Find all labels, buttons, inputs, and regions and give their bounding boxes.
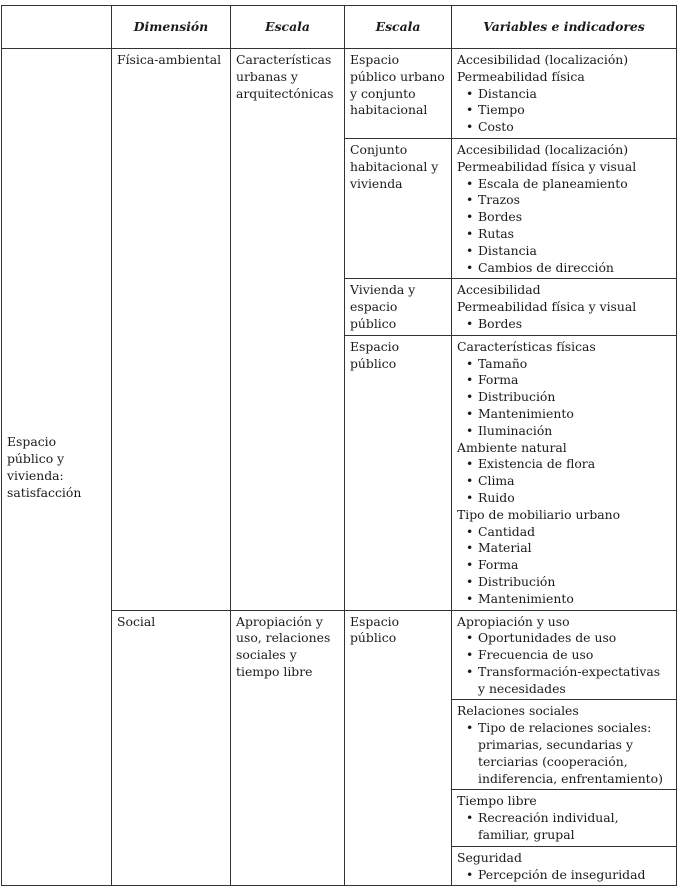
indicator-list (457, 720, 671, 787)
indicator-item: • Distribución (457, 389, 671, 406)
indicator-item: • Oportunidades de uso (457, 630, 671, 647)
dimension-cell: Social (112, 610, 231, 886)
variables-cell (452, 846, 677, 886)
indicator-item: • Transformación-expectativas y necesidades (457, 664, 671, 698)
indicator-item: • Clima (457, 473, 671, 490)
indicator-item: • Mantenimiento (457, 406, 671, 423)
indicator-item: • Escala de planeamiento (457, 176, 671, 193)
variable-title: Ambiente natural (457, 439, 567, 455)
header-scale-2: Escala (345, 6, 452, 49)
variables-cell (452, 49, 677, 139)
variable-title: Accesibilidad (457, 282, 541, 298)
variables-cell (452, 610, 677, 700)
indicator-list (457, 810, 671, 844)
indicator-item: • Existencia de flora (457, 456, 671, 473)
indicator-item: • Distancia (457, 243, 671, 260)
sub-scale-cell: Conjunto habitacional y vivienda (345, 138, 452, 278)
variables-cell (452, 279, 677, 335)
variable-title: Accesibilidad (localización) (457, 141, 629, 157)
scale-cell: Apropiación y uso, relaciones sociales y tiempo libre (231, 610, 345, 886)
indicator-item: • Costo (457, 119, 671, 136)
variable-title: Permeabilidad física (457, 68, 585, 84)
variable-title: Seguridad (457, 849, 522, 865)
indicator-list (457, 316, 671, 333)
indicator-list (457, 867, 671, 884)
variable-title: Tipo de mobiliario urbano (457, 506, 621, 522)
sub-scale-cell: Espacio público urbano y conjunto habitacional (345, 49, 452, 139)
variable-title: Tiempo libre (457, 793, 537, 809)
indicator-item: • Rutas (457, 226, 671, 243)
indicator-item: • Iluminación (457, 423, 671, 440)
variables-cell (452, 790, 677, 846)
variables-cell (452, 335, 677, 610)
variables-table (1, 5, 677, 886)
indicator-item: • Cambios de dirección (457, 260, 671, 277)
indicator-item: • Trazos (457, 192, 671, 209)
indicator-item: • Forma (457, 557, 671, 574)
header-variables: Variables e indicadores (452, 6, 677, 49)
variable-title: Permeabilidad física y visual (457, 299, 637, 315)
row-label: Espacio público y vivienda: satisfacción (2, 49, 112, 886)
indicator-item: • Distancia (457, 86, 671, 103)
header-dimension: Dimensión (112, 6, 231, 49)
header-row (2, 6, 677, 49)
indicator-list (457, 176, 671, 277)
indicator-item: • Frecuencia de uso (457, 647, 671, 664)
dimension-cell: Física-ambiental (112, 49, 231, 611)
indicator-item: • Percepción de inseguridad (457, 867, 671, 884)
variable-title: Accesibilidad (localización) (457, 52, 629, 67)
indicator-list (457, 356, 671, 440)
table-body (2, 49, 677, 886)
sub-scale-cell: Espacio público (345, 610, 452, 886)
indicator-item: • Tipo de relaciones sociales: primarias, secundarias y terciarias (cooperación, indiferencia, enfrentamiento) (457, 720, 671, 787)
indicator-list (457, 456, 671, 506)
indicator-list (457, 630, 671, 697)
indicator-item: • Bordes (457, 209, 671, 226)
indicator-list (457, 86, 671, 136)
variable-title: Relaciones sociales (457, 703, 579, 719)
variable-title: Permeabilidad física y visual (457, 158, 637, 174)
sub-scale-cell: Vivienda y espacio público (345, 279, 452, 335)
indicator-item: • Ruido (457, 490, 671, 507)
indicator-item: • Bordes (457, 316, 671, 333)
indicator-list (457, 524, 671, 608)
indicator-item: • Mantenimiento (457, 591, 671, 608)
variable-title: Apropiación y uso (457, 613, 570, 629)
indicator-item: • Distribución (457, 574, 671, 591)
scale-cell: Características urbanas y arquitectónicas (231, 49, 345, 611)
sub-scale-cell: Espacio público (345, 335, 452, 610)
indicator-item: • Forma (457, 372, 671, 389)
indicator-item: • Cantidad (457, 524, 671, 541)
variable-title: Características físicas (457, 338, 596, 354)
indicator-item: • Material (457, 540, 671, 557)
variables-cell (452, 700, 677, 790)
table-row (2, 49, 677, 139)
indicator-item: • Recreación individual, familiar, grupal (457, 810, 671, 844)
indicator-item: • Tiempo (457, 102, 671, 119)
variables-cell (452, 138, 677, 278)
indicator-item: • Tamaño (457, 356, 671, 373)
header-blank (2, 6, 112, 49)
header-scale-1: Escala (231, 6, 345, 49)
